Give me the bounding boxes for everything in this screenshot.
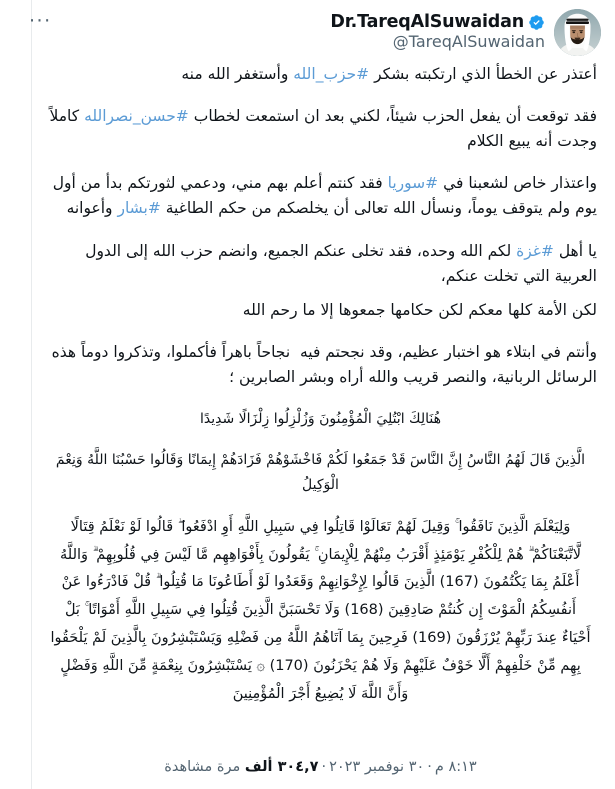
display-name-row xyxy=(330,12,545,32)
hashtag-link[interactable]: #غزة xyxy=(516,241,554,260)
more-options-button[interactable] xyxy=(24,9,58,33)
text-segment: فقد توقعت أن يفعل الحزب شيئاً، لكني بعد ان استمعت لخطاب xyxy=(188,107,597,126)
verified-badge-icon xyxy=(528,14,545,31)
tweet-paragraph xyxy=(44,171,597,221)
left-gutter-rule xyxy=(31,0,32,789)
author-identity[interactable] xyxy=(330,9,601,56)
tweet-text xyxy=(0,62,615,709)
display-name: Dr.TareqAlSuwaidan xyxy=(330,12,524,32)
hashtag-link[interactable]: #بشار xyxy=(117,199,161,218)
author-handle: @TareqAlSuwaidan xyxy=(392,32,545,52)
text-segment: فقد كنتم أعلم بهم مني، ودعمي لثورتكم بدأ من أول يوم ولم يتوقف يوماً، ونسأل الله تعالى أن يخلصكم من حكم الطاغية xyxy=(47,174,597,218)
text-segment: أعتذر عن الخطأ الذي ارتكبته بشكر xyxy=(369,65,597,83)
text-segment: يا أهل xyxy=(553,241,597,260)
text-segment: وأعوانه xyxy=(66,199,118,218)
text-segment: كاملاً وجدت أنه يبيع الكلام xyxy=(44,107,597,151)
metadata-separator: · xyxy=(427,759,432,775)
hashtag-link[interactable]: #حسن_نصرالله xyxy=(84,107,189,126)
more-options-icon: ··· xyxy=(29,10,52,32)
text-segment: واعتذار خاص لشعبنا في xyxy=(438,174,597,193)
tweet-header xyxy=(0,0,615,62)
quran-verse-block: وَلِيَعْلَمَ الَّذِينَ نَافَقُوا ۚ وَقِيلَ لَهُمْ تَعَالَوْا قَاتِلُوا فِي سَبِيلِ اللَّهِ أَوِ ادْفَعُوا ۖ قَالُوا لَوْ نَعْلَمُ قِتَالًا لَّاتَّبَعْنَاكُمْ ۗ هُمْ لِلْكُفْرِ يَوْمَئِذٍ أَقْرَبُ مِنْهُمْ لِلْإِيمَانِ ۚ يَقُولُونَ بِأَفْوَاهِهِم مَّا لَيْسَ فِي قُلُوبِهِمْ ۗ وَاللَّهُ أَعْلَمُ بِمَا يَكْتُمُونَ (167) الَّذِينَ قَالُوا لِإِخْوَانِهِمْ وَقَعَدُوا لَوْ أَطَاعُونَا مَا قُتِلُوا ۗ قُلْ فَادْرَءُوا عَنْ أَنفُسِكُمُ الْمَوْتَ إِن كُنتُمْ صَادِقِينَ (168) وَلَا تَحْسَبَنَّ الَّذِينَ قُتِلُوا فِي سَبِيلِ اللَّهِ أَمْوَاتًا ۚ بَلْ أَحْيَاءٌ عِندَ رَبِّهِمْ يُرْزَقُونَ (169) فَرِحِينَ بِمَا آتَاهُمُ اللَّهُ مِن فَضْلِهِ وَيَسْتَبْشِرُونَ بِالَّذِينَ لَمْ يَلْحَقُوا بِهِم مِّنْ خَلْفِهِمْ أَلَّا خَوْفٌ عَلَيْهِمْ وَلَا هُمْ يَحْزَنُونَ (170) ۞ يَسْتَبْشِرُونَ بِنِعْمَةٍ مِّنَ اللَّهِ وَفَضْلٍ وَأَنَّ اللَّهَ لَا يُضِيعُ أَجْرَ الْمُؤْمِنِينَ xyxy=(50,518,591,702)
quran-verse-line: الَّذِينَ قَالَ لَهُمُ النَّاسُ إِنَّ النَّاسَ قَدْ جَمَعُوا لَكُمْ فَاخْشَوْهُمْ فَزَادَهُمْ إِيمَانًا وَقَالُوا حَسْبُنَا اللَّهُ وَنِعْمَ الْوَكِيلُ xyxy=(55,452,586,493)
tweet-date: ٣٠ نوفمبر ٢٠٢٣ xyxy=(329,759,425,775)
tweet-paragraph: لكن الأمة كلها معكم لكن حكامها جمعوها إلا ما رحم الله xyxy=(242,300,597,319)
views-label: مرة مشاهدة xyxy=(164,759,241,775)
tweet-paragraph xyxy=(44,239,597,289)
tweet-time: ٨:١٣ م xyxy=(434,759,477,775)
hashtag-link[interactable]: #سوريا xyxy=(387,174,439,193)
text-segment: لكم الله وحده، فقد تخلى عنكم الجميع، وانضم حزب الله إلى الدول العربية التي تخلت عنكم، xyxy=(80,241,597,285)
author-names xyxy=(330,9,545,52)
avatar[interactable] xyxy=(554,9,601,56)
quran-verse-line: هُنَالِكَ ابْتُلِيَ الْمُؤْمِنُونَ وَزُلْزِلُوا زِلْزَالًا شَدِيدًا xyxy=(200,411,441,428)
metadata-separator: · xyxy=(321,759,327,775)
hashtag-link[interactable]: #حزب_الله xyxy=(293,65,370,83)
text-segment: وأستغفر الله منه xyxy=(181,65,294,83)
views-count: ٣٠٤,٧ ألف xyxy=(244,759,319,775)
avatar-image xyxy=(554,9,601,56)
tweet-paragraph xyxy=(44,104,597,154)
tweet-paragraph xyxy=(44,62,597,87)
tweet-metadata xyxy=(0,759,615,775)
tweet-paragraph: وأنتم في ابتلاء هو اختبار عظيم، وقد نجحتم فيه نجاحاً باهراً فأكملوا، وتذكروا دوماً هذه الرسائل الربانية، والنصر قريب والله أراه وبشر الصابرين ؛ xyxy=(46,342,597,386)
